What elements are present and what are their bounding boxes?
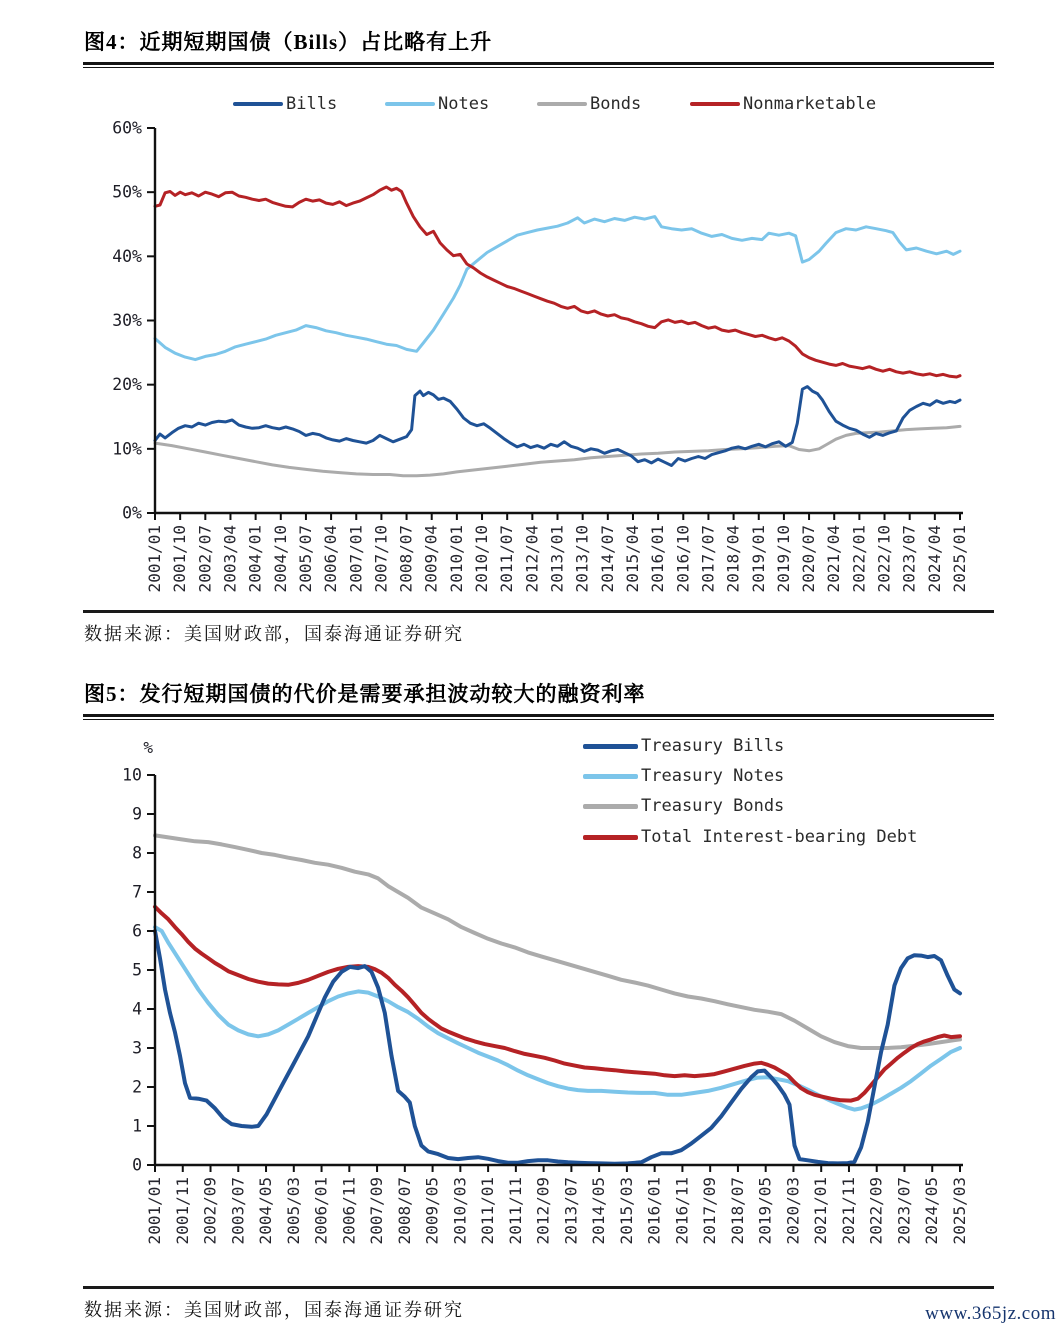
- legend-swatch: [537, 102, 587, 106]
- legend-swatch: [385, 102, 435, 106]
- y-tick-label: 8: [132, 843, 142, 863]
- y-tick-label: 4: [132, 999, 142, 1019]
- series-treasury-bills: [155, 931, 960, 1164]
- x-tick-label: 2001/10: [170, 525, 190, 593]
- y-tick-label: 20%: [112, 375, 142, 395]
- x-tick-label: 2004/01: [245, 525, 265, 593]
- figure5-chart-area: [83, 722, 994, 1274]
- x-tick-label: 2006/11: [339, 1177, 359, 1245]
- x-tick-label: 2016/11: [672, 1177, 692, 1245]
- x-tick-label: 2004/05: [256, 1177, 276, 1245]
- x-tick-label: 2006/04: [321, 525, 341, 593]
- y-tick-label: 6: [132, 921, 142, 941]
- series-nonmarketable: [155, 187, 960, 377]
- y-tick-label: 50%: [112, 182, 142, 202]
- y-tick-label: 9: [132, 804, 142, 824]
- x-tick-label: 2023/07: [899, 525, 919, 593]
- legend-item-treasury-bills: [583, 736, 784, 756]
- y-tick-label: 2: [132, 1077, 142, 1097]
- legend-label: Total Interest-bearing Debt: [641, 827, 918, 847]
- x-tick-label: 2024/05: [922, 1177, 942, 1245]
- x-tick-label: 2021/01: [811, 1177, 831, 1245]
- x-tick-label: 2011/11: [505, 1177, 525, 1245]
- watermark-url: www.365jz.com: [925, 1303, 1056, 1324]
- x-tick-label: 2001/11: [172, 1177, 192, 1245]
- x-tick-label: 2002/07: [195, 525, 215, 593]
- x-tick-label: 2010/01: [446, 525, 466, 593]
- legend-swatch: [583, 774, 638, 779]
- x-tick-label: 2025/01: [950, 525, 969, 593]
- y-tick-label: 1: [132, 1116, 142, 1136]
- legend-label: Nonmarketable: [743, 94, 877, 114]
- x-tick-label: 2009/05: [422, 1177, 442, 1245]
- x-tick-label: 2019/10: [773, 525, 793, 593]
- legend-swatch: [583, 744, 638, 749]
- x-tick-label: 2015/03: [616, 1177, 636, 1245]
- legend-item-total-interest-bearing-debt: [583, 827, 917, 847]
- x-tick-label: 2020/03: [783, 1177, 803, 1245]
- x-tick-label: 2021/11: [838, 1177, 858, 1245]
- x-tick-label: 2006/01: [311, 1177, 331, 1245]
- y-tick-label: 10: [122, 765, 142, 785]
- legend-label: Bills: [286, 94, 338, 114]
- y-tick-label: 3: [132, 1038, 142, 1058]
- x-tick-label: 2022/09: [866, 1177, 886, 1245]
- legend-swatch: [690, 102, 740, 106]
- y-tick-label: 5: [132, 960, 142, 980]
- x-tick-label: 2013/01: [547, 525, 567, 593]
- x-tick-label: 2007/09: [367, 1177, 387, 1245]
- legend-swatch: [233, 102, 283, 106]
- legend-label: Treasury Notes: [641, 766, 785, 786]
- x-tick-label: 2020/07: [799, 525, 819, 593]
- legend-item-treasury-notes: [583, 766, 784, 786]
- y-tick-label: 40%: [112, 246, 142, 266]
- x-tick-label: 2016/10: [673, 525, 693, 593]
- legend-item-notes: [385, 94, 489, 114]
- y-tick-label: 10%: [112, 439, 142, 459]
- x-tick-label: 2008/07: [396, 525, 416, 593]
- x-tick-label: 2017/09: [700, 1177, 720, 1245]
- legend-swatch: [583, 835, 638, 840]
- figure5-title: 图5：发行短期国债的代价是需要承担波动较大的融资利率: [84, 682, 646, 706]
- x-tick-label: 2009/04: [421, 525, 441, 593]
- x-tick-label: 2014/07: [597, 525, 617, 593]
- x-tick-label: 2005/07: [295, 525, 315, 593]
- x-tick-label: 2023/07: [894, 1177, 914, 1245]
- legend-label: Treasury Bonds: [641, 796, 785, 816]
- x-tick-label: 2021/04: [824, 525, 844, 593]
- x-tick-label: 2024/04: [924, 525, 944, 593]
- x-tick-label: 2012/04: [522, 525, 542, 593]
- series-treasury-notes: [155, 927, 960, 1110]
- x-tick-label: 2015/04: [622, 525, 642, 593]
- x-tick-label: 2019/05: [755, 1177, 775, 1245]
- x-tick-label: 2017/07: [698, 525, 718, 593]
- legend-item-nonmarketable: [690, 94, 876, 114]
- y-tick-label: 0: [132, 1155, 142, 1175]
- x-tick-label: 2019/01: [748, 525, 768, 593]
- x-tick-label: 2001/01: [145, 1177, 164, 1245]
- y-tick-label: 0%: [122, 503, 142, 523]
- x-tick-label: 2016/01: [644, 1177, 664, 1245]
- x-tick-label: 2011/07: [497, 525, 517, 593]
- legend-item-bonds: [537, 94, 641, 114]
- x-tick-label: 2025/03: [950, 1177, 969, 1245]
- x-tick-label: 2001/01: [145, 525, 164, 593]
- x-tick-label: 2022/01: [849, 525, 869, 593]
- y-tick-label: 30%: [112, 311, 142, 330]
- x-tick-label: 2012/09: [533, 1177, 553, 1245]
- figure5-chart: [83, 722, 994, 1274]
- x-tick-label: 2002/09: [200, 1177, 220, 1245]
- x-tick-label: 2008/07: [394, 1177, 414, 1245]
- series-total-interest-bearing-debt: [155, 907, 960, 1101]
- x-tick-label: 2003/04: [220, 525, 240, 593]
- figure4-chart: [83, 78, 994, 610]
- legend-label: Treasury Bills: [641, 736, 785, 756]
- figure4-source-rule: [83, 610, 994, 613]
- x-tick-label: 2018/07: [727, 1177, 747, 1245]
- x-tick-label: 2016/01: [648, 525, 668, 593]
- y-tick-label: 7: [132, 882, 142, 902]
- x-tick-label: 2013/07: [561, 1177, 581, 1245]
- x-tick-label: 2014/05: [589, 1177, 609, 1245]
- figure4-title-rule: [83, 62, 994, 68]
- legend-item-treasury-bonds: [583, 796, 784, 816]
- figure5-source: 数据来源：美国财政部，国泰海通证券研究: [84, 1300, 464, 1320]
- x-tick-label: 2004/10: [270, 525, 290, 593]
- series-treasury-bonds: [155, 835, 960, 1048]
- x-tick-label: 2007/01: [346, 525, 366, 593]
- legend-label: Bonds: [590, 94, 642, 114]
- x-tick-label: 2007/10: [371, 525, 391, 593]
- x-tick-label: 2005/03: [283, 1177, 303, 1245]
- series-notes: [155, 217, 960, 360]
- figure5-title-rule: [83, 714, 994, 720]
- x-tick-label: 2010/10: [472, 525, 492, 593]
- x-tick-label: 2010/03: [450, 1177, 470, 1245]
- y-tick-label: 60%: [112, 118, 142, 138]
- figure5-source-rule: [83, 1286, 994, 1289]
- x-tick-label: 2003/07: [228, 1177, 248, 1245]
- figure4-chart-area: [83, 78, 994, 610]
- series-bills: [155, 387, 960, 466]
- y-axis-unit-label: %: [143, 738, 153, 757]
- series-bonds: [155, 426, 960, 475]
- legend-item-bills: [233, 94, 337, 114]
- x-tick-label: 2013/10: [572, 525, 592, 593]
- x-tick-label: 2018/04: [723, 525, 743, 593]
- legend-swatch: [583, 804, 638, 809]
- x-tick-label: 2011/01: [478, 1177, 498, 1245]
- figure4-title: 图4：近期短期国债（Bills）占比略有上升: [84, 30, 493, 54]
- legend-label: Notes: [438, 94, 490, 114]
- x-tick-label: 2022/10: [874, 525, 894, 593]
- figure4-source: 数据来源：美国财政部，国泰海通证券研究: [84, 624, 464, 644]
